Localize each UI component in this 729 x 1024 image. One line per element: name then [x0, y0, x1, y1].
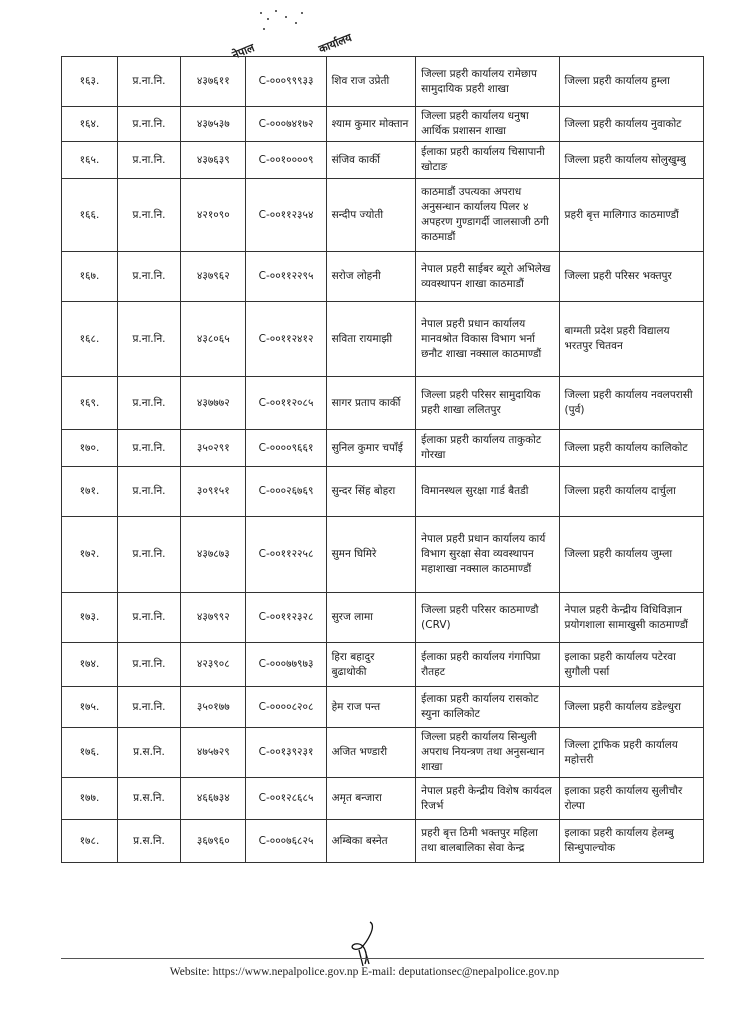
table-row: [62, 687, 704, 728]
current-office-cell: काठमाडौं उपत्यका अपराध अनुसन्धान कार्यालय पिलर ४ अपहरण गुण्डागर्दी जालसाजी ठगी काठमाडौं: [416, 179, 559, 252]
police-number-cell: ४३७६११: [181, 57, 246, 107]
serial-number-cell: १७२.: [62, 517, 118, 593]
table-row: [62, 430, 704, 467]
table-row: [62, 377, 704, 430]
transfer-office-cell: बाग्मती प्रदेश प्रहरी विद्यालय भरतपुर चितवन: [559, 302, 703, 377]
table-row: [62, 728, 704, 778]
table-row: [62, 820, 704, 863]
serial-number-cell: १६८.: [62, 302, 118, 377]
rank-cell: प्र.ना.नि.: [117, 467, 180, 517]
rank-cell: प्र.स.नि.: [117, 728, 180, 778]
table-row: [62, 593, 704, 643]
current-office-cell: जिल्ला प्रहरी कार्यालय धनुषा आर्थिक प्रशासन शाखा: [416, 107, 559, 142]
name-cell: सविता रायमाझी: [326, 302, 416, 377]
current-office-cell: ईलाका प्रहरी कार्यालय रासकोट स्युना कालिकोट: [416, 687, 559, 728]
rank-cell: प्र.ना.नि.: [117, 687, 180, 728]
rank-cell: प्र.ना.नि.: [117, 252, 180, 302]
employee-id-cell: C-०००७७९७३: [246, 643, 326, 687]
rank-cell: प्र.ना.नि.: [117, 179, 180, 252]
name-cell: सागर प्रताप कार्की: [326, 377, 416, 430]
rank-cell: प्र.ना.नि.: [117, 517, 180, 593]
transfer-office-cell: जिल्ला प्रहरी कार्यालय हुम्ला: [559, 57, 703, 107]
office-stamp: [255, 8, 315, 38]
transfer-office-cell: जिल्ला प्रहरी कार्यालय डडेल्धुरा: [559, 687, 703, 728]
employee-id-cell: C-००१३९२३१: [246, 728, 326, 778]
name-cell: सुमन घिमिरे: [326, 517, 416, 593]
employee-id-cell: C-००११२०८५: [246, 377, 326, 430]
serial-number-cell: १७१.: [62, 467, 118, 517]
police-number-cell: ४३७९६२: [181, 252, 246, 302]
transfer-office-cell: प्रहरी बृत्त मालिगाउ काठमाण्डौं: [559, 179, 703, 252]
rank-cell: प्र.ना.नि.: [117, 107, 180, 142]
current-office-cell: जिल्ला प्रहरी कार्यालय सिन्धुली अपराध नियन्त्रण तथा अनुसन्धान शाखा: [416, 728, 559, 778]
police-number-cell: ४३७९९२: [181, 593, 246, 643]
current-office-cell: ईलाका प्रहरी कार्यालय चिसापानी खोटाङ: [416, 142, 559, 179]
transfer-office-cell: जिल्ला प्रहरी परिसर भक्तपुर: [559, 252, 703, 302]
serial-number-cell: १६५.: [62, 142, 118, 179]
current-office-cell: नेपाल प्रहरी केन्द्रीय विशेष कार्यदल रिजर्भ: [416, 778, 559, 820]
serial-number-cell: १७४.: [62, 643, 118, 687]
police-number-cell: ४३७७७२: [181, 377, 246, 430]
name-cell: सुन्दर सिंह बोहरा: [326, 467, 416, 517]
police-number-cell: ४७५७२९: [181, 728, 246, 778]
table-row: [62, 517, 704, 593]
current-office-cell: जिल्ला प्रहरी परिसर काठमाण्डौ (CRV): [416, 593, 559, 643]
employee-id-cell: C-००१००००९: [246, 142, 326, 179]
transfer-office-cell: जिल्ला प्रहरी कार्यालय नुवाकोट: [559, 107, 703, 142]
police-number-cell: ४३७५३७: [181, 107, 246, 142]
serial-number-cell: १७८.: [62, 820, 118, 863]
transfer-office-cell: जिल्ला प्रहरी कार्यालय सोलुखुम्बु: [559, 142, 703, 179]
name-cell: सुरज लामा: [326, 593, 416, 643]
transfer-office-cell: इलाका प्रहरी कार्यालय पटेरवा सुगौली पर्सा: [559, 643, 703, 687]
current-office-cell: जिल्ला प्रहरी परिसर सामुदायिक प्रहरी शाखा ललितपुर: [416, 377, 559, 430]
name-cell: सरोज लोहनी: [326, 252, 416, 302]
transfer-office-cell: इलाका प्रहरी कार्यालय सुलीचौर रोल्पा: [559, 778, 703, 820]
police-number-cell: ४३७८७३: [181, 517, 246, 593]
signature: [345, 920, 380, 970]
transfer-office-cell: जिल्ला प्रहरी कार्यालय जुम्ला: [559, 517, 703, 593]
name-cell: हिरा बहादुर बुढाथोकी: [326, 643, 416, 687]
rank-cell: प्र.ना.नि.: [117, 430, 180, 467]
table-row: [62, 142, 704, 179]
employee-id-cell: C-००११२३२८: [246, 593, 326, 643]
name-cell: सन्दीप ज्योती: [326, 179, 416, 252]
serial-number-cell: १६९.: [62, 377, 118, 430]
rank-cell: प्र.ना.नि.: [117, 302, 180, 377]
police-number-cell: ३५०१७७: [181, 687, 246, 728]
police-number-cell: ४२१०९०: [181, 179, 246, 252]
table-row: [62, 778, 704, 820]
employee-id-cell: C-००००९६६१: [246, 430, 326, 467]
table-row: [62, 252, 704, 302]
employee-id-cell: C-००११२३५४: [246, 179, 326, 252]
table-row: [62, 643, 704, 687]
table-row: [62, 57, 704, 107]
employee-id-cell: C-००११२४१२: [246, 302, 326, 377]
rank-cell: प्र.ना.नि.: [117, 377, 180, 430]
name-cell: शिव राज उप्रेती: [326, 57, 416, 107]
table-row: [62, 179, 704, 252]
serial-number-cell: १७३.: [62, 593, 118, 643]
employee-id-cell: C-००१२८६८५: [246, 778, 326, 820]
police-number-cell: ३६७९६०: [181, 820, 246, 863]
transfer-office-cell: जिल्ला ट्राफिक प्रहरी कार्यालय महोत्तरी: [559, 728, 703, 778]
current-office-cell: ईलाका प्रहरी कार्यालय ताकुकोट गोरखा: [416, 430, 559, 467]
employee-id-cell: C-००११२२९५: [246, 252, 326, 302]
employee-id-cell: C-०००७४१७२: [246, 107, 326, 142]
current-office-cell: विमानस्थल सुरक्षा गार्ड बैतडी: [416, 467, 559, 517]
serial-number-cell: १६३.: [62, 57, 118, 107]
rank-cell: प्र.ना.नि.: [117, 57, 180, 107]
current-office-cell: जिल्ला प्रहरी कार्यालय रामेछाप सामुदायिक प्रहरी शाखा: [416, 57, 559, 107]
serial-number-cell: १७५.: [62, 687, 118, 728]
police-number-cell: ३५०२९१: [181, 430, 246, 467]
rank-cell: प्र.स.नि.: [117, 820, 180, 863]
stamp-text-right: कार्यालय: [316, 31, 354, 56]
transfer-table: [61, 56, 704, 863]
transfer-office-cell: इलाका प्रहरी कार्यालय हेलम्बु सिन्धुपाल्चोक: [559, 820, 703, 863]
name-cell: श्याम कुमार मोक्तान: [326, 107, 416, 142]
name-cell: अमृत बन्जारा: [326, 778, 416, 820]
rank-cell: प्र.ना.नि.: [117, 142, 180, 179]
current-office-cell: नेपाल प्रहरी प्रधान कार्यालय मानवश्रोत विकास विभाग भर्ना छनौट शाखा नक्साल काठमाण्डौं: [416, 302, 559, 377]
transfer-office-cell: नेपाल प्रहरी केन्द्रीय विधिविज्ञान प्रयोगशाला सामाखुसी काठमाण्डौं: [559, 593, 703, 643]
name-cell: हेम राज पन्त: [326, 687, 416, 728]
police-number-cell: ३०९१५१: [181, 467, 246, 517]
transfer-office-cell: जिल्ला प्रहरी कार्यालय दार्चुला: [559, 467, 703, 517]
table-row: [62, 302, 704, 377]
serial-number-cell: १७६.: [62, 728, 118, 778]
police-number-cell: ४३८०६५: [181, 302, 246, 377]
current-office-cell: नेपाल प्रहरी साईबर ब्यूरो अभिलेख व्यवस्थापन शाखा काठमाडौं: [416, 252, 559, 302]
table-row: [62, 107, 704, 142]
footer-contact: Website: https://www.nepalpolice.gov.np E-mail: deputationsec@nepalpolice.gov.np: [169, 966, 560, 978]
name-cell: अजित भण्डारी: [326, 728, 416, 778]
table-row: [62, 467, 704, 517]
name-cell: संजिव कार्की: [326, 142, 416, 179]
serial-number-cell: १६६.: [62, 179, 118, 252]
rank-cell: प्र.ना.नि.: [117, 643, 180, 687]
police-number-cell: ४६६७३४: [181, 778, 246, 820]
police-number-cell: ४३७६३९: [181, 142, 246, 179]
current-office-cell: नेपाल प्रहरी प्रधान कार्यालय कार्य विभाग सुरक्षा सेवा व्यवस्थापन महाशाखा नक्साल काठमाण्डौं: [416, 517, 559, 593]
police-number-cell: ४२३९०८: [181, 643, 246, 687]
employee-id-cell: C-००११२२५८: [246, 517, 326, 593]
name-cell: अम्बिका बस्नेत: [326, 820, 416, 863]
serial-number-cell: १६४.: [62, 107, 118, 142]
footer-divider: [61, 958, 704, 959]
current-office-cell: प्रहरी बृत्त ठिमी भक्तपुर महिला तथा बालबालिका सेवा केन्द्र: [416, 820, 559, 863]
serial-number-cell: १६७.: [62, 252, 118, 302]
name-cell: सुनिल कुमार चपाँई: [326, 430, 416, 467]
employee-id-cell: C-०००९९९३३: [246, 57, 326, 107]
employee-id-cell: C-००००८२०८: [246, 687, 326, 728]
rank-cell: प्र.स.नि.: [117, 778, 180, 820]
employee-id-cell: C-०००७६८२५: [246, 820, 326, 863]
stamp-text-left: नेपाल: [230, 41, 257, 62]
transfer-office-cell: जिल्ला प्रहरी कार्यालय नवलपरासी (पुर्व): [559, 377, 703, 430]
serial-number-cell: १७७.: [62, 778, 118, 820]
current-office-cell: ईलाका प्रहरी कार्यालय गंगापिप्रा रौतहट: [416, 643, 559, 687]
employee-id-cell: C-०००२६७६९: [246, 467, 326, 517]
transfer-office-cell: जिल्ला प्रहरी कार्यालय कालिकोट: [559, 430, 703, 467]
serial-number-cell: १७०.: [62, 430, 118, 467]
rank-cell: प्र.ना.नि.: [117, 593, 180, 643]
